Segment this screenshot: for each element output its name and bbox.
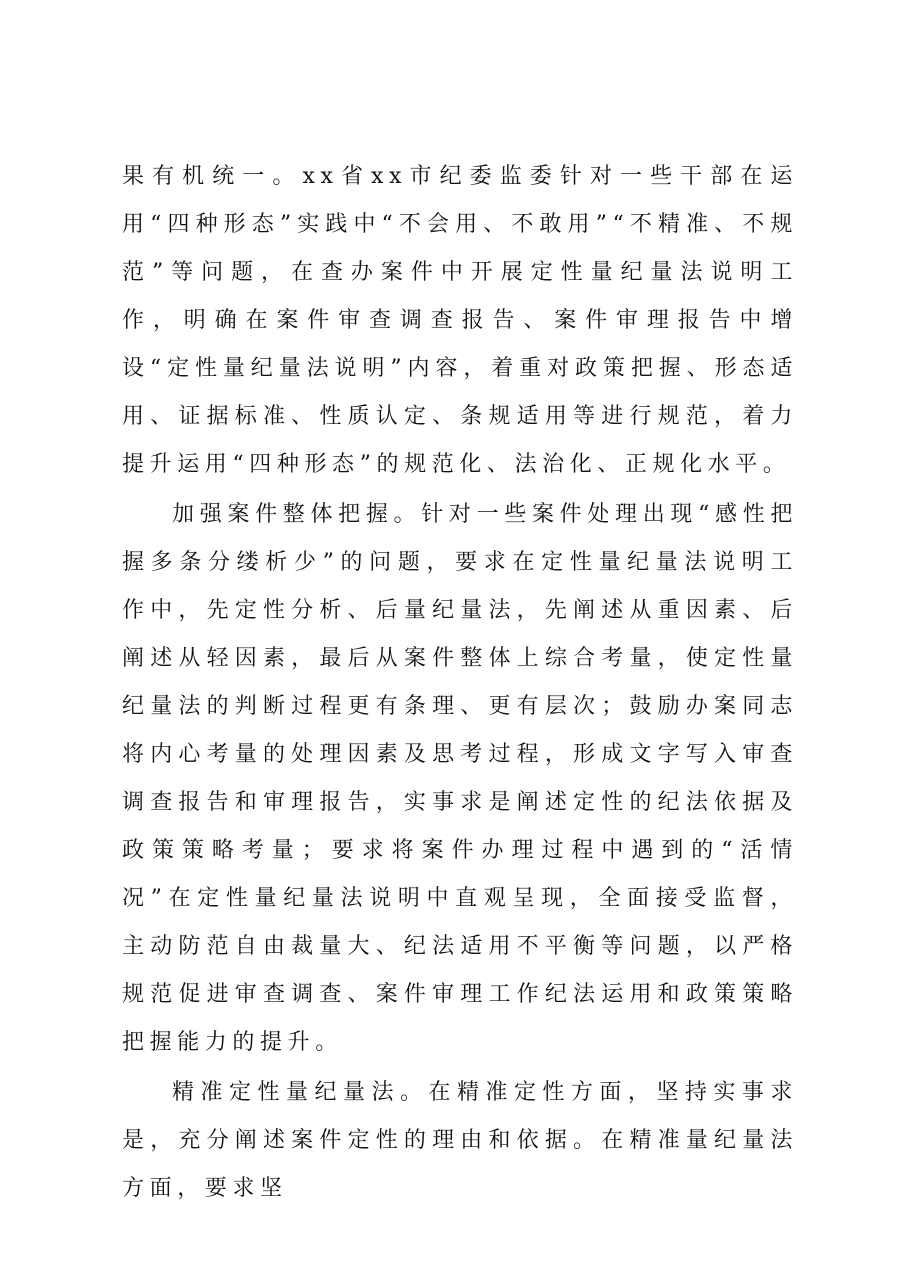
paragraph-1: 果有机统一。xx省xx市纪委监委针对一些干部在运用“四种形态”实践中“不会用、不敢用”“不精准、不规范”等问题，在查办案件中开展定性量纪量法说明工作，明确在案件审查调查报告、案件审理报告中增设“定性量纪量法说明”内容，着重对政策把握、形态适用、证据标准、性质认定、条规适用等进行规范，着力提升运用“四种形态”的规范化、法治化、正规化水平。: [122, 164, 798, 477]
paragraph-2: 加强案件整体把握。针对一些案件处理出现“感性把握多条分缕析少”的问题，要求在定性量纪量法说明工作中，先定性分析、后量纪量法，先阐述从重因素、后阐述从轻因素，最后从案件整体上综合考量，使定性量纪量法的判断过程更有条理、更有层次；鼓励办案同志将内心考量的处理因素及思考过程，形成文字写入审查调查报告和审理报告，实事求是阐述定性的纪法依据及政策策略考量；要求将案件办理过程中遇到的“活情况”在定性量纪量法说明中直观呈现，全面接受监督，主动防范自由裁量大、纪法适用不平衡等问题，以严格规范促进审查调查、案件审理工作纪法运用和政策策略把握能力的提升。: [122, 502, 798, 1055]
document-page: [122, 153, 798, 1213]
paragraph-3: 精准定性量纪量法。在精准定性方面，坚持实事求是，充分阐述案件定性的理由和依据。在精准量纪量法方面，要求坚: [122, 1080, 798, 1201]
